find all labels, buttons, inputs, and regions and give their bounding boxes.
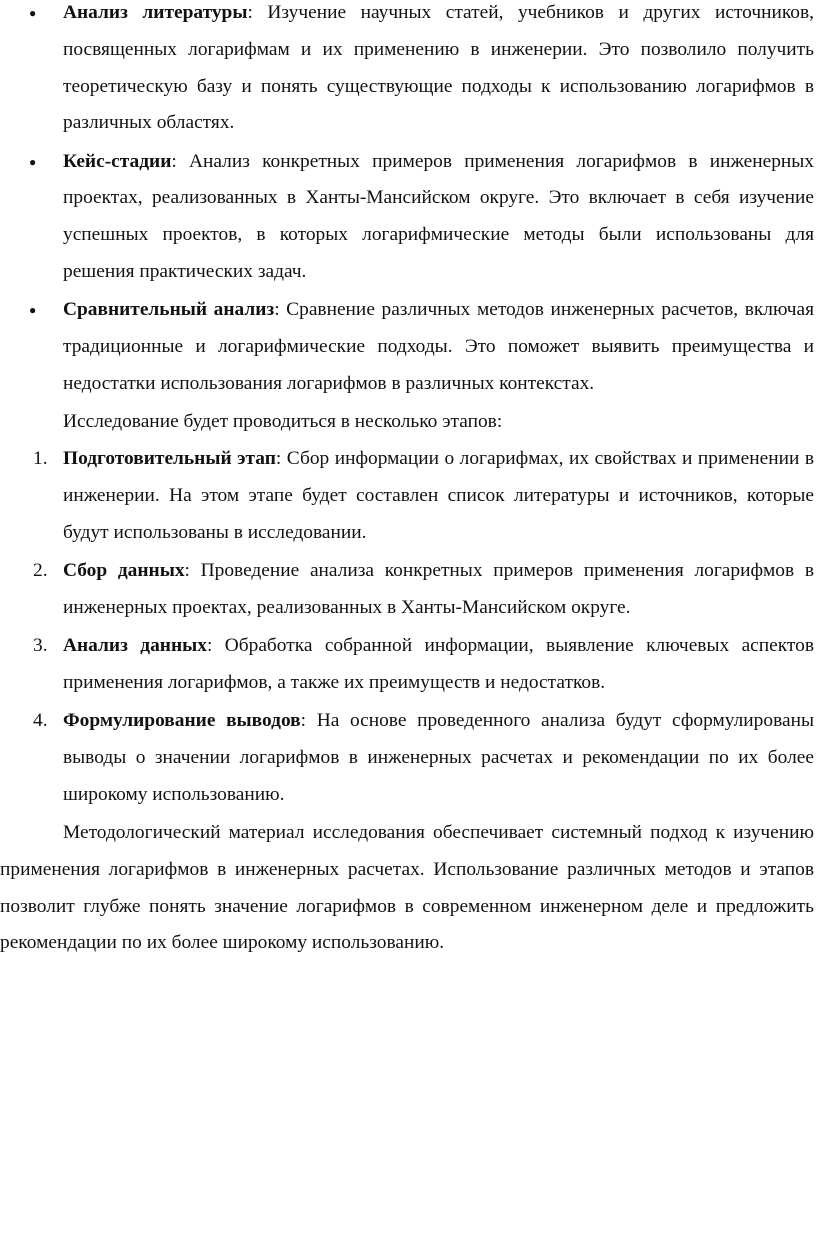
item-text: : Сравнение различных методов инженерных расчетов, включая традиционные и логарифмические подходы. Это поможет выявить преимущества и недостатки использования логарифмов в различных контекстах.: [63, 299, 814, 394]
item-number: 2.: [33, 559, 48, 581]
item-text: : На основе проведенного анализа будут сформулированы выводы о значении логарифмов в инженерных расчетах и рекомендации по их более широкому использованию.: [63, 710, 814, 805]
bullet-icon: ●: [29, 303, 37, 318]
item-term: Анализ литературы: [63, 2, 248, 23]
list-item: [0, 703, 816, 813]
list-item: [0, 441, 816, 551]
bullet-icon: ●: [29, 6, 37, 20]
item-term: Сравнительный анализ: [63, 299, 275, 321]
stages-numbered-list: [0, 441, 816, 813]
item-number: 4.: [33, 710, 48, 732]
item-number: 1.: [33, 448, 48, 470]
bullet-icon: ●: [29, 154, 37, 169]
list-item: [0, 292, 816, 402]
item-term: Кейс-стадии: [63, 150, 172, 172]
stages-intro: Исследование будет проводиться в несколько этапов:: [63, 411, 503, 433]
item-term: Сбор данных: [63, 559, 185, 581]
conclusion-paragraph: Методологический материал исследования обеспечивает системный подход к изучению применения логарифмов в инженерных расчетах. Использование различных методов и этапов позволит глубже понять значение логарифмов в современном инженерном деле и предложить рекомендации по их более широкому использованию.: [0, 822, 814, 954]
item-term: Анализ данных: [63, 635, 207, 657]
item-text: : Сбор информации о логарифмах, их свойствах и применении в инженерии. На этом этапе будет составлен список литературы и источников, которые будут использованы в исследовании.: [63, 448, 814, 543]
list-item: [0, 628, 816, 702]
list-item: [0, 144, 816, 291]
item-text: : Обработка собранной информации, выявление ключевых аспектов применения логарифмов, а также их преимуществ и недостатков.: [63, 635, 814, 693]
item-term: Подготовительный этап: [63, 448, 276, 470]
list-item: [0, 553, 816, 627]
item-term: Формулирование выводов: [63, 710, 301, 732]
item-text: : Проведение анализа конкретных примеров применения логарифмов в инженерных проектах, реализованных в Ханты-Мансийском округе.: [63, 559, 814, 618]
methods-bullet-list: [0, 0, 816, 403]
item-text: : Анализ конкретных примеров применения логарифмов в инженерных проектах, реализованных в Ханты-Мансийском округе. Это включает в себя изучение успешных проектов, в которых логарифмические методы были использованы для решения практических задач.: [63, 150, 814, 283]
item-text: : Изучение научных статей, учебников и других источников, посвященных логарифмам и их применению в инженерии. Это позволило получить теоретическую базу и понять существующие подходы к использованию логарифмов в различных областях.: [63, 2, 815, 134]
list-item: [0, 0, 816, 142]
item-number: 3.: [33, 635, 48, 657]
